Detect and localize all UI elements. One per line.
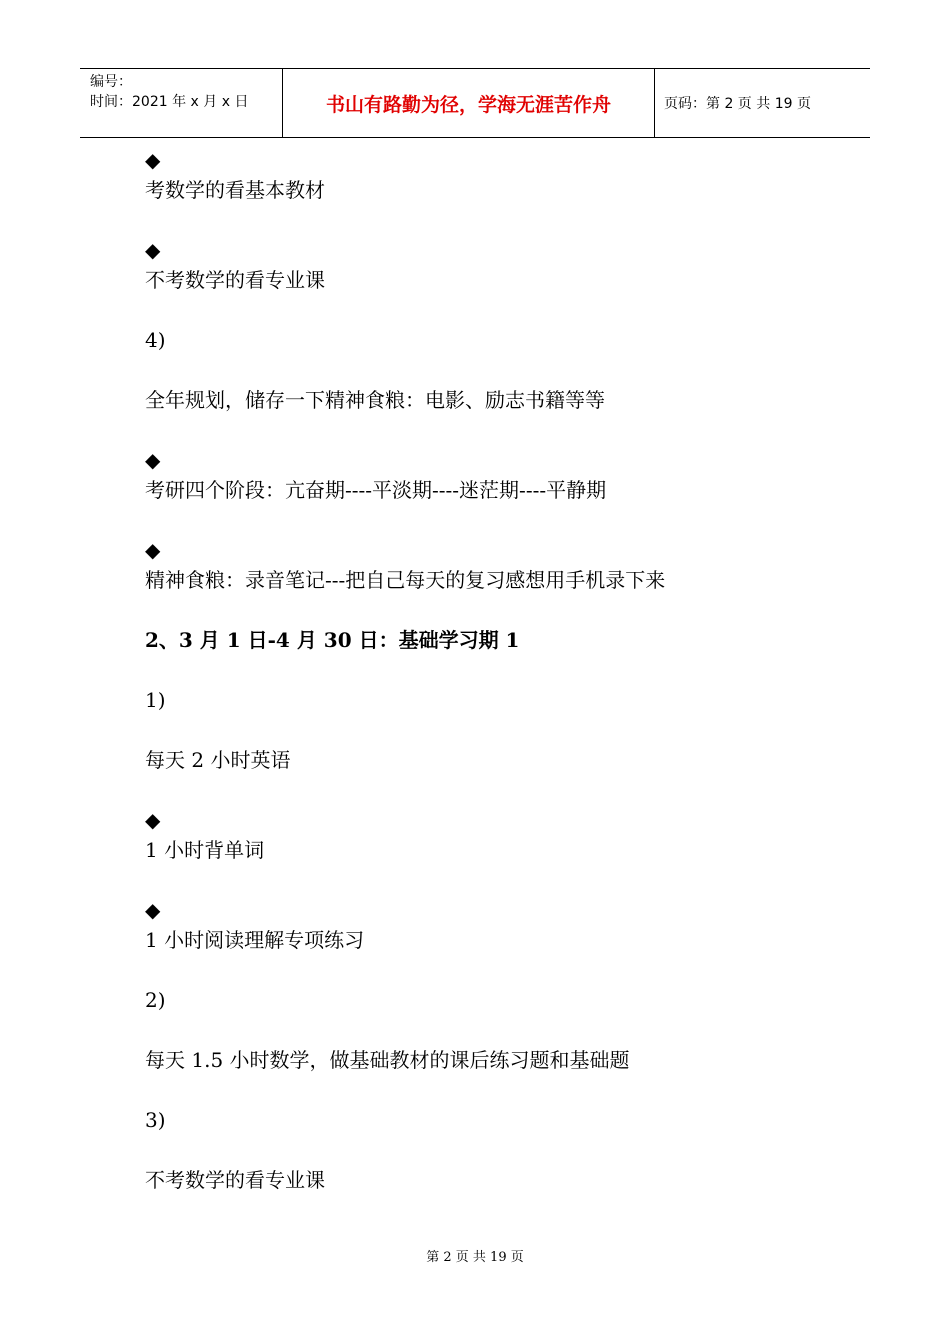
number-label: 编号： xyxy=(90,74,132,90)
bullet-diamond: ◆ xyxy=(145,238,161,262)
bullet-diamond: ◆ xyxy=(145,448,161,472)
paragraph: 考研四个阶段：亢奋期----平淡期----迷茫期----平静期 xyxy=(145,478,607,502)
list-number: 1) xyxy=(145,688,166,712)
section-heading: 2、3 月 1 日-4 月 30 日：基础学习期 1 xyxy=(145,628,520,652)
paragraph: 精神食粮：录音笔记---把自己每天的复习感想用手机录下来 xyxy=(145,568,666,592)
list-number: 4) xyxy=(145,328,166,352)
bullet-diamond: ◆ xyxy=(145,898,161,922)
bullet-diamond: ◆ xyxy=(145,538,161,562)
header-motto-cell xyxy=(282,69,655,137)
paragraph: 不考数学的看专业课 xyxy=(145,1168,325,1192)
page-footer xyxy=(0,1246,950,1265)
paragraph: 考数学的看基本教材 xyxy=(145,178,325,202)
bullet-diamond: ◆ xyxy=(145,808,161,832)
paragraph: 每天 1.5 小时数学，做基础教材的课后练习题和基础题 xyxy=(145,1048,630,1072)
paragraph: 全年规划，储存一下精神食粮：电影、励志书籍等等 xyxy=(145,388,605,412)
header-left-cell xyxy=(80,69,282,137)
paragraph: 不考数学的看专业课 xyxy=(145,268,325,292)
paragraph: 1 小时阅读理解专项练习 xyxy=(145,928,365,952)
paragraph: 每天 2 小时英语 xyxy=(145,748,291,772)
list-number: 3) xyxy=(145,1108,166,1132)
document-body xyxy=(145,145,845,1225)
list-number: 2) xyxy=(145,988,166,1012)
bullet-diamond: ◆ xyxy=(145,148,161,172)
time-label: 时间：2021 年 x 月 x 日 xyxy=(90,94,249,110)
paragraph: 1 小时背单词 xyxy=(145,838,265,862)
motto-text: 书山有路勤为径，学海无涯苦作舟 xyxy=(325,93,611,116)
page-info: 页码：第 2 页 共 19 页 xyxy=(664,96,811,112)
header-right-cell xyxy=(655,69,870,137)
page-header xyxy=(80,68,870,138)
footer-page-number: 第 2 页 共 19 页 xyxy=(426,1250,524,1265)
